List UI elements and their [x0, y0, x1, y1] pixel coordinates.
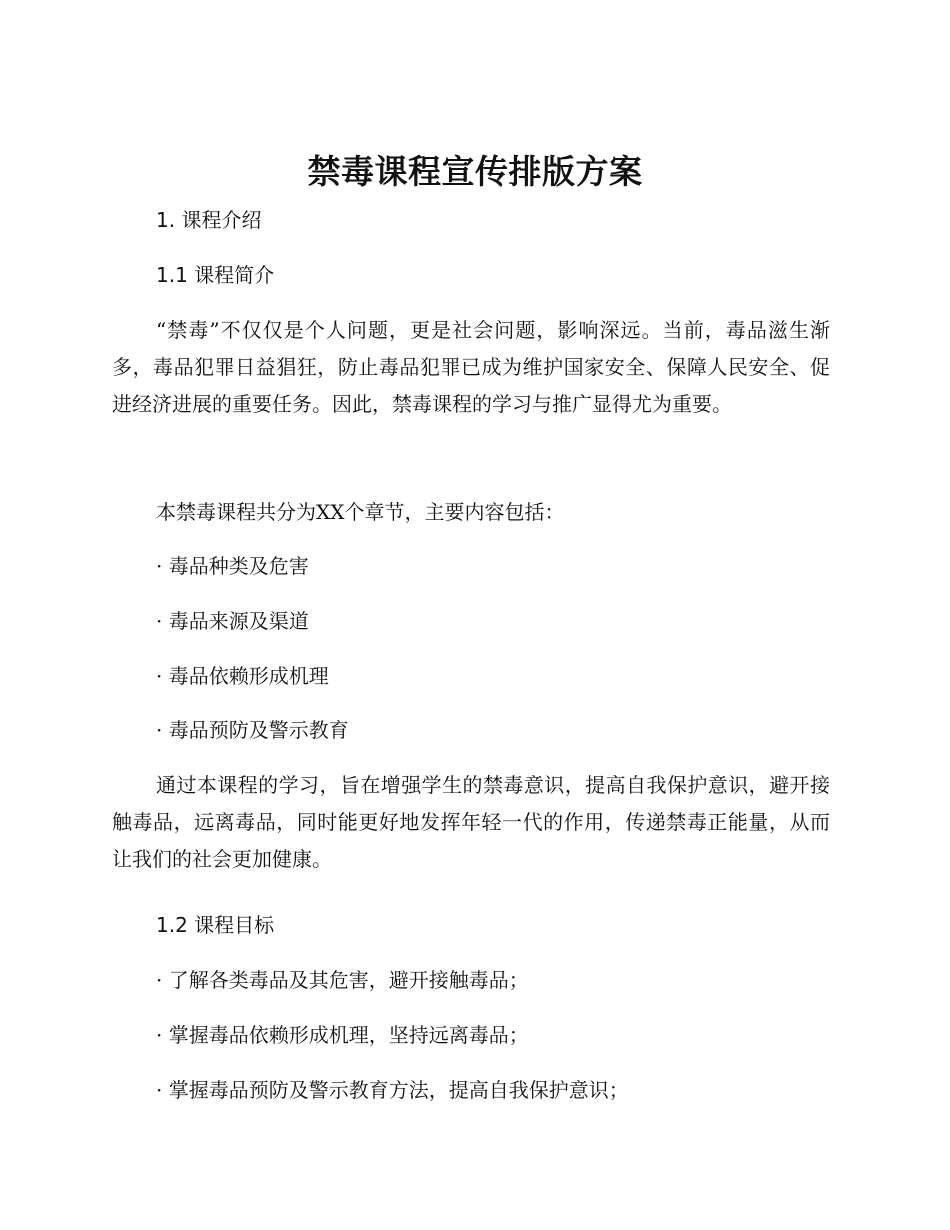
chapter-list-item: · 毒品依赖形成机理 — [156, 664, 329, 688]
subsection-heading-course-overview: 1.1 课程简介 — [156, 263, 275, 287]
paragraph-overview: “禁毒”不仅仅是个人问题，更是社会问题，影响深远。当前，毒品滋生渐多，毒品犯罪日益猖狂，防止毒品犯罪已成为维护国家安全、保障人民安全、促进经济进展的重要任务。因此，禁毒课程的学习与推广显得尤为重要。 — [112, 318, 830, 416]
paragraph-chapters-intro: 本禁毒课程共分为XX个章节，主要内容包括： — [156, 500, 565, 524]
goal-list-item: · 了解各类毒品及其危害，避开接触毒品； — [156, 968, 529, 992]
subsection-heading-course-goals: 1.2 课程目标 — [156, 913, 275, 937]
goal-list-item: · 掌握毒品预防及警示教育方法，提高自我保护意识； — [156, 1078, 629, 1102]
document-title: 禁毒课程宣传排版方案 — [307, 152, 643, 191]
section-heading-course-intro: 1. 课程介绍 — [156, 208, 262, 232]
goal-list-item: · 掌握毒品依赖形成机理，坚持远离毒品； — [156, 1023, 529, 1047]
chapter-list-item: · 毒品来源及渠道 — [156, 609, 309, 633]
chapter-list-item: · 毒品预防及警示教育 — [156, 718, 349, 742]
paragraph-course-purpose: 通过本课程的学习，旨在增强学生的禁毒意识，提高自我保护意识，避开接触毒品，远离毒品，同时能更好地发挥年轻一代的作用，传递禁毒正能量，从而让我们的社会更加健康。 — [112, 773, 830, 871]
chapter-list-item: · 毒品种类及危害 — [156, 554, 309, 578]
